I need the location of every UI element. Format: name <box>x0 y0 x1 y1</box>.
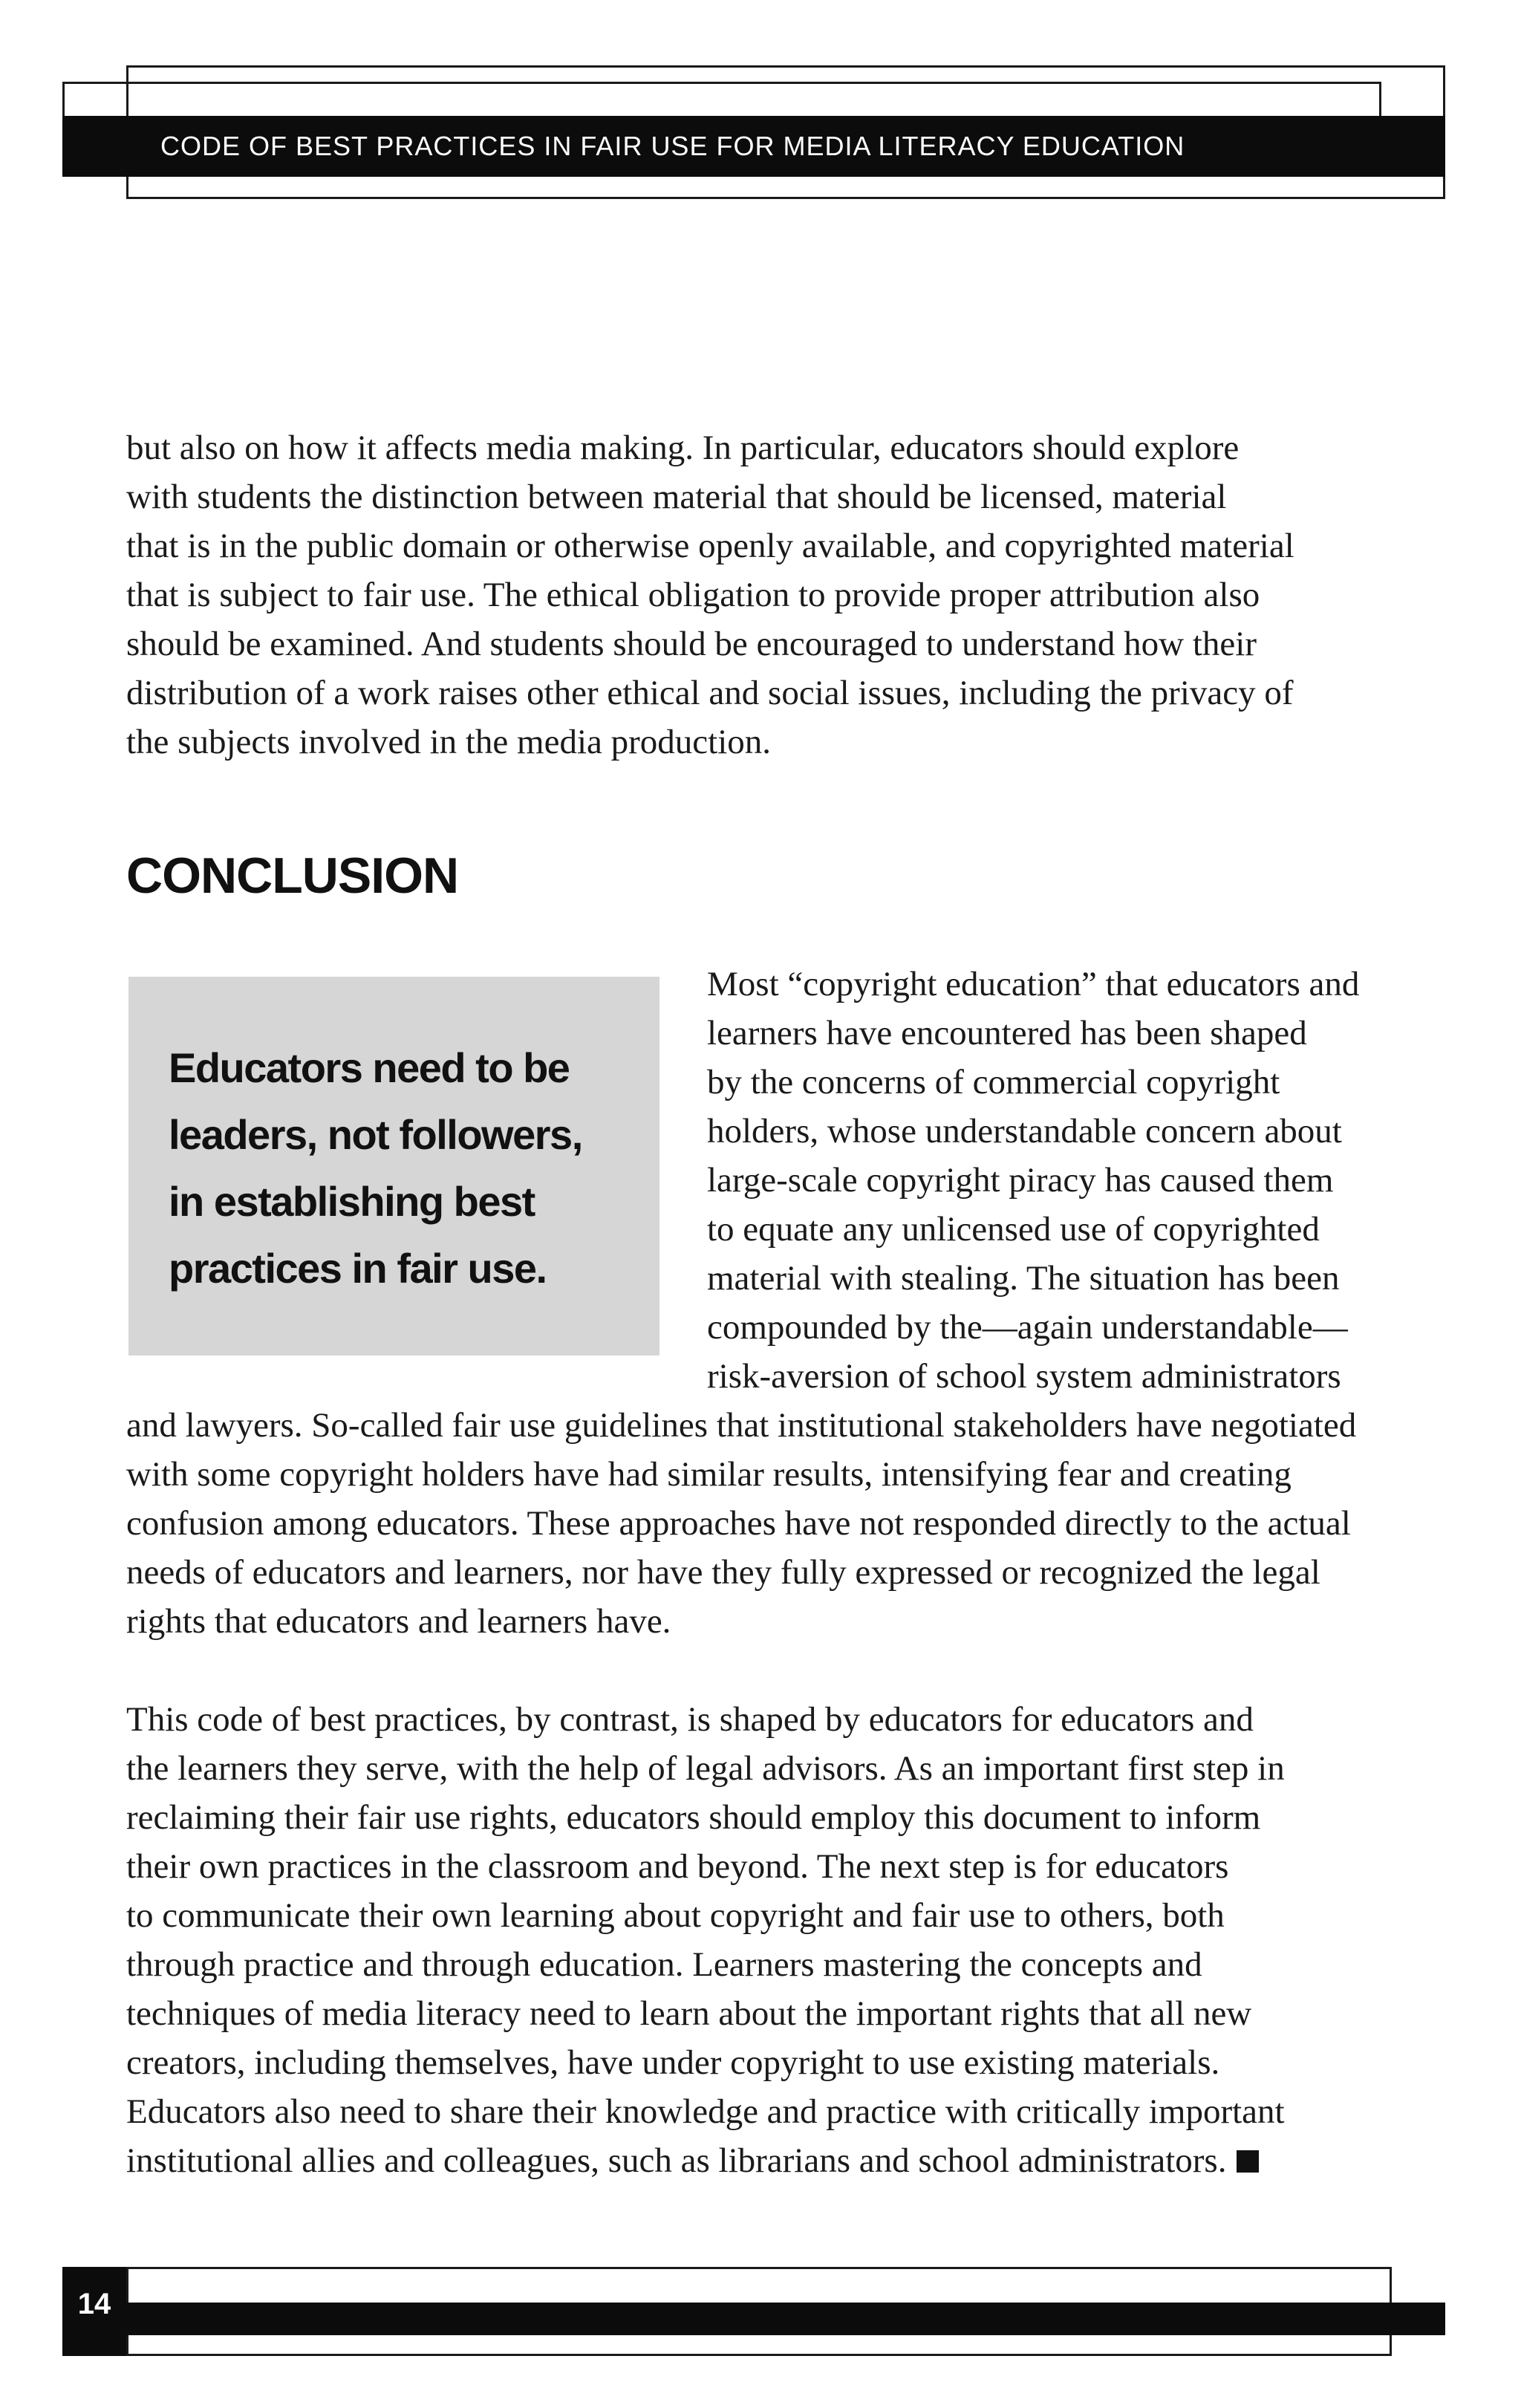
text-line: This code of best practices, by contrast, is shaped by educators for educators and <box>126 1700 1254 1739</box>
pull-quote-line: in establishing best <box>169 1178 535 1225</box>
text-line: to equate any unlicensed use of copyrighted <box>707 1210 1320 1249</box>
text-line: and lawyers. So-called fair use guidelines that institutional stakeholders have negotiated <box>126 1406 1357 1445</box>
text-line: distribution of a work raises other ethical and social issues, including the privacy of <box>126 674 1294 712</box>
text-line: compounded by the—again understandable— <box>707 1308 1348 1347</box>
pull-quote-text <box>169 1035 637 1302</box>
intro-paragraph <box>126 423 1389 767</box>
conclusion-paragraph-2 <box>126 1695 1389 2185</box>
footer-bar <box>62 2303 1445 2335</box>
text-line: material with stealing. The situation has been <box>707 1259 1340 1298</box>
pull-quote-line: practices in fair use. <box>169 1245 547 1292</box>
text-line: through practice and through education. Learners mastering the concepts and <box>126 1945 1202 1984</box>
pull-quote-box <box>128 977 659 1356</box>
text-line: with some copyright holders have had similar results, intensifying fear and creating <box>126 1455 1292 1494</box>
text-line: to communicate their own learning about copyright and fair use to others, both <box>126 1896 1225 1935</box>
text-line: that is subject to fair use. The ethical obligation to provide proper attribution also <box>126 576 1260 614</box>
text-line: needs of educators and learners, nor have they fully expressed or recognized the legal <box>126 1553 1320 1592</box>
text-line: their own practices in the classroom and beyond. The next step is for educators <box>126 1847 1229 1886</box>
text-line: by the concerns of commercial copyright <box>707 1063 1280 1102</box>
text-line: large-scale copyright piracy has caused them <box>707 1161 1334 1200</box>
text-line: learners have encountered has been shaped <box>707 1014 1307 1052</box>
pull-quote-line: leaders, not followers, <box>169 1111 582 1158</box>
conclusion-paragraph-1-side <box>707 960 1375 1401</box>
running-title: CODE OF BEST PRACTICES IN FAIR USE FOR MEDIA LITERACY EDUCATION <box>160 131 1185 161</box>
end-of-article-square-icon <box>1237 2150 1259 2173</box>
text-line: that is in the public domain or otherwise openly available, and copyrighted material <box>126 527 1294 565</box>
text-line: the learners they serve, with the help of legal advisors. As an important first step in <box>126 1749 1285 1788</box>
text-line: institutional allies and colleagues, such as librarians and school administrators. <box>126 2141 1227 2180</box>
text-line: risk-aversion of school system administrators <box>707 1357 1341 1396</box>
text-line: holders, whose understandable concern about <box>707 1112 1342 1151</box>
conclusion-paragraph-1-full <box>126 1401 1389 1646</box>
text-line: techniques of media literacy need to learn about the important rights that all new <box>126 1994 1252 2033</box>
text-line: rights that educators and learners have. <box>126 1602 671 1641</box>
text-line: with students the distinction between material that should be licensed, material <box>126 478 1227 516</box>
text-line: reclaiming their fair use rights, educators should employ this document to inform <box>126 1798 1261 1837</box>
section-heading: CONCLUSION <box>126 847 459 904</box>
text-line: but also on how it affects media making. In particular, educators should explore <box>126 429 1240 467</box>
text-line: Most “copyright education” that educators and <box>707 965 1360 1003</box>
text-line: creators, including themselves, have under copyright to use existing materials. <box>126 2043 1220 2082</box>
page-number: 14 <box>77 2288 111 2320</box>
pull-quote-line: Educators need to be <box>169 1044 570 1091</box>
text-line: Educators also need to share their knowledge and practice with critically important <box>126 2092 1285 2131</box>
text-line: confusion among educators. These approaches have not responded directly to the actual <box>126 1504 1351 1543</box>
text-line-last <box>126 2136 1389 2185</box>
text-line: the subjects involved in the media production. <box>126 723 772 761</box>
header-frame-inner-outline <box>62 82 1381 116</box>
text-line: should be examined. And students should be encouraged to understand how their <box>126 625 1257 663</box>
